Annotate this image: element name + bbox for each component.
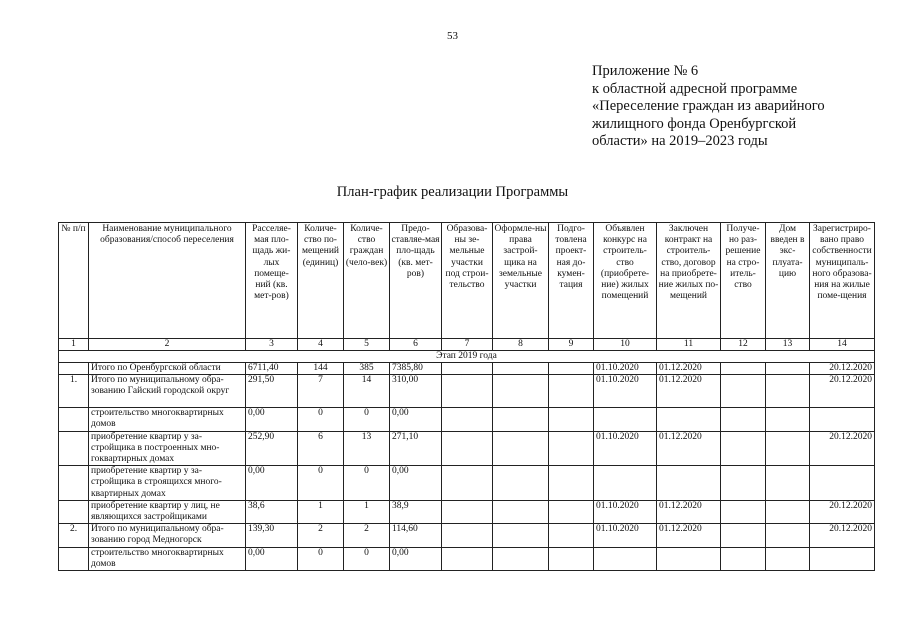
people-cell: 2 <box>344 524 390 547</box>
contract-date-cell: 01.12.2020 <box>657 431 721 466</box>
units-cell: 0 <box>298 547 344 570</box>
row-number <box>59 547 89 570</box>
developer-rights-cell <box>493 431 549 466</box>
column-header: Расселяе-мая пло-щадь жи-лых помеще-ний (кв. мет-ров) <box>246 223 298 339</box>
people-cell: 385 <box>344 363 390 375</box>
column-header: Получе-но раз-решение на стро-итель-ство <box>721 223 766 339</box>
provided-area-cell: 114,60 <box>390 524 442 547</box>
row-number <box>59 408 89 431</box>
column-header: Заключен контракт на строитель-ство, договор на приобрете-ние жилых по-мещений <box>657 223 721 339</box>
area-cell: 252,90 <box>246 431 298 466</box>
permit-cell <box>721 547 766 570</box>
area-cell: 0,00 <box>246 408 298 431</box>
permit-cell <box>721 408 766 431</box>
provided-area-cell: 0,00 <box>390 408 442 431</box>
people-cell: 0 <box>344 547 390 570</box>
contract-date-cell: 01.12.2020 <box>657 375 721 408</box>
column-number: 13 <box>766 339 810 351</box>
developer-rights-cell <box>493 375 549 408</box>
registration-date-cell <box>810 466 875 501</box>
commissioning-cell <box>766 466 810 501</box>
tender-date-cell: 01.10.2020 <box>594 524 657 547</box>
contract-date-cell: 01.12.2020 <box>657 363 721 375</box>
land-plots-cell <box>442 547 493 570</box>
land-plots-cell <box>442 408 493 431</box>
area-cell: 0,00 <box>246 466 298 501</box>
row-number <box>59 431 89 466</box>
design-docs-cell <box>549 375 594 408</box>
row-number <box>59 466 89 501</box>
column-number-row <box>59 339 875 351</box>
column-number: 1 <box>59 339 89 351</box>
permit-cell <box>721 363 766 375</box>
contract-date-cell: 01.12.2020 <box>657 500 721 523</box>
tender-date-cell <box>594 466 657 501</box>
column-header: Объявлен конкурс на строитель-ство (приобрете-ние) жилых помещений <box>594 223 657 339</box>
column-number: 5 <box>344 339 390 351</box>
permit-cell <box>721 524 766 547</box>
units-cell: 1 <box>298 500 344 523</box>
row-name: приобретение квартир у лиц, не являющихся застройщиками <box>89 500 246 523</box>
appendix-line: Приложение № 6 <box>592 63 699 79</box>
area-cell: 291,50 <box>246 375 298 408</box>
provided-area-cell: 0,00 <box>390 547 442 570</box>
row-number: 2. <box>59 524 89 547</box>
units-cell: 6 <box>298 431 344 466</box>
units-cell: 0 <box>298 408 344 431</box>
developer-rights-cell <box>493 547 549 570</box>
contract-date-cell <box>657 547 721 570</box>
design-docs-cell <box>549 500 594 523</box>
tender-date-cell: 01.10.2020 <box>594 431 657 466</box>
permit-cell <box>721 500 766 523</box>
tender-date-cell <box>594 547 657 570</box>
provided-area-cell: 271,10 <box>390 431 442 466</box>
units-cell: 2 <box>298 524 344 547</box>
schedule-table <box>58 222 875 571</box>
tender-date-cell: 01.10.2020 <box>594 363 657 375</box>
table-row <box>59 363 875 375</box>
row-number <box>59 500 89 523</box>
area-cell: 6711,40 <box>246 363 298 375</box>
stage-row <box>59 351 875 363</box>
contract-date-cell <box>657 408 721 431</box>
registration-date-cell: 20.12.2020 <box>810 431 875 466</box>
commissioning-cell <box>766 363 810 375</box>
registration-date-cell <box>810 547 875 570</box>
commissioning-cell <box>766 547 810 570</box>
tender-date-cell: 01.10.2020 <box>594 500 657 523</box>
design-docs-cell <box>549 363 594 375</box>
column-number: 6 <box>390 339 442 351</box>
design-docs-cell <box>549 524 594 547</box>
land-plots-cell <box>442 466 493 501</box>
units-cell: 7 <box>298 375 344 408</box>
table-row <box>59 466 875 501</box>
design-docs-cell <box>549 466 594 501</box>
permit-cell <box>721 466 766 501</box>
provided-area-cell: 7385,80 <box>390 363 442 375</box>
row-name: строительство многоквартирных домов <box>89 547 246 570</box>
contract-date-cell: 01.12.2020 <box>657 524 721 547</box>
column-number: 4 <box>298 339 344 351</box>
appendix-line: жилищного фонда Оренбургской <box>592 115 797 132</box>
table-row <box>59 431 875 466</box>
column-number: 11 <box>657 339 721 351</box>
permit-cell <box>721 431 766 466</box>
page-number: 53 <box>447 30 458 42</box>
people-cell: 0 <box>344 408 390 431</box>
column-number: 2 <box>89 339 246 351</box>
row-name: Итого по муниципальному обра-зованию Гайский городской округ <box>89 375 246 408</box>
design-docs-cell <box>549 408 594 431</box>
land-plots-cell <box>442 524 493 547</box>
registration-date-cell: 20.12.2020 <box>810 363 875 375</box>
registration-date-cell <box>810 408 875 431</box>
tender-date-cell: 01.10.2020 <box>594 375 657 408</box>
appendix-line: «Переселение граждан из аварийного <box>592 98 825 114</box>
column-header: Оформле-ны права застрой-щика на земельные участки <box>493 223 549 339</box>
column-number: 9 <box>549 339 594 351</box>
registration-date-cell: 20.12.2020 <box>810 500 875 523</box>
developer-rights-cell <box>493 408 549 431</box>
people-cell: 13 <box>344 431 390 466</box>
column-header: Подго-товлена проект-ная до-кумен-тация <box>549 223 594 339</box>
row-name: Итого по Оренбургской области <box>89 363 246 375</box>
commissioning-cell <box>766 431 810 466</box>
column-number: 3 <box>246 339 298 351</box>
column-header: Количе-ство по-мещений (единиц) <box>298 223 344 339</box>
column-number: 7 <box>442 339 493 351</box>
people-cell: 0 <box>344 466 390 501</box>
column-header: Предо-ставляе-мая пло-щадь (кв. мет-ров) <box>390 223 442 339</box>
table-row <box>59 524 875 547</box>
column-number: 12 <box>721 339 766 351</box>
land-plots-cell <box>442 500 493 523</box>
people-cell: 14 <box>344 375 390 408</box>
appendix-line: к областной адресной программе <box>592 80 798 97</box>
land-plots-cell <box>442 375 493 408</box>
commissioning-cell <box>766 500 810 523</box>
tender-date-cell <box>594 408 657 431</box>
table-row <box>59 408 875 431</box>
column-number: 10 <box>594 339 657 351</box>
table-row <box>59 547 875 570</box>
column-header: № п/п <box>59 223 89 339</box>
row-number: 1. <box>59 375 89 408</box>
land-plots-cell <box>442 363 493 375</box>
provided-area-cell: 0,00 <box>390 466 442 501</box>
contract-date-cell <box>657 466 721 501</box>
row-name: Итого по муниципальному обра-зованию город Медногорск <box>89 524 246 547</box>
units-cell: 144 <box>298 363 344 375</box>
people-cell: 1 <box>344 500 390 523</box>
document-title: План-график реализации Программы <box>336 184 569 200</box>
area-cell: 139,30 <box>246 524 298 547</box>
area-cell: 38,6 <box>246 500 298 523</box>
appendix-line: области» на 2019–2023 годы <box>592 133 768 149</box>
units-cell: 0 <box>298 466 344 501</box>
developer-rights-cell <box>493 363 549 375</box>
column-header: Количе-ство граждан (чело-век) <box>344 223 390 339</box>
table-row <box>59 375 875 408</box>
commissioning-cell <box>766 408 810 431</box>
design-docs-cell <box>549 431 594 466</box>
row-name: строительство многоквартирных домов <box>89 408 246 431</box>
column-header: Дом введен в экс-плуата-цию <box>766 223 810 339</box>
column-header: Зарегистриро-вано право собственности муниципаль-ного образова-ния на жилые поме-щения <box>810 223 875 339</box>
area-cell: 0,00 <box>246 547 298 570</box>
developer-rights-cell <box>493 466 549 501</box>
appendix-heading <box>592 63 825 151</box>
developer-rights-cell <box>493 524 549 547</box>
design-docs-cell <box>549 547 594 570</box>
land-plots-cell <box>442 431 493 466</box>
registration-date-cell: 20.12.2020 <box>810 375 875 408</box>
row-name: приобретение квартир у за-стройщика в строящихся много-квартирных домах <box>89 466 246 501</box>
commissioning-cell <box>766 375 810 408</box>
column-header: Образова-ны зе-мельные участки под строи-тельство <box>442 223 493 339</box>
table-row <box>59 500 875 523</box>
table-header-row <box>59 223 875 339</box>
stage-label: Этап 2019 года <box>59 351 875 363</box>
column-number: 14 <box>810 339 875 351</box>
developer-rights-cell <box>493 500 549 523</box>
provided-area-cell: 38,9 <box>390 500 442 523</box>
registration-date-cell: 20.12.2020 <box>810 524 875 547</box>
row-name: приобретение квартир у за-стройщика в построенных мно-гоквартирных домах <box>89 431 246 466</box>
provided-area-cell: 310,00 <box>390 375 442 408</box>
column-number: 8 <box>493 339 549 351</box>
column-header: Наименование муниципального образования/способ переселения <box>89 223 246 339</box>
commissioning-cell <box>766 524 810 547</box>
row-number <box>59 363 89 375</box>
permit-cell <box>721 375 766 408</box>
